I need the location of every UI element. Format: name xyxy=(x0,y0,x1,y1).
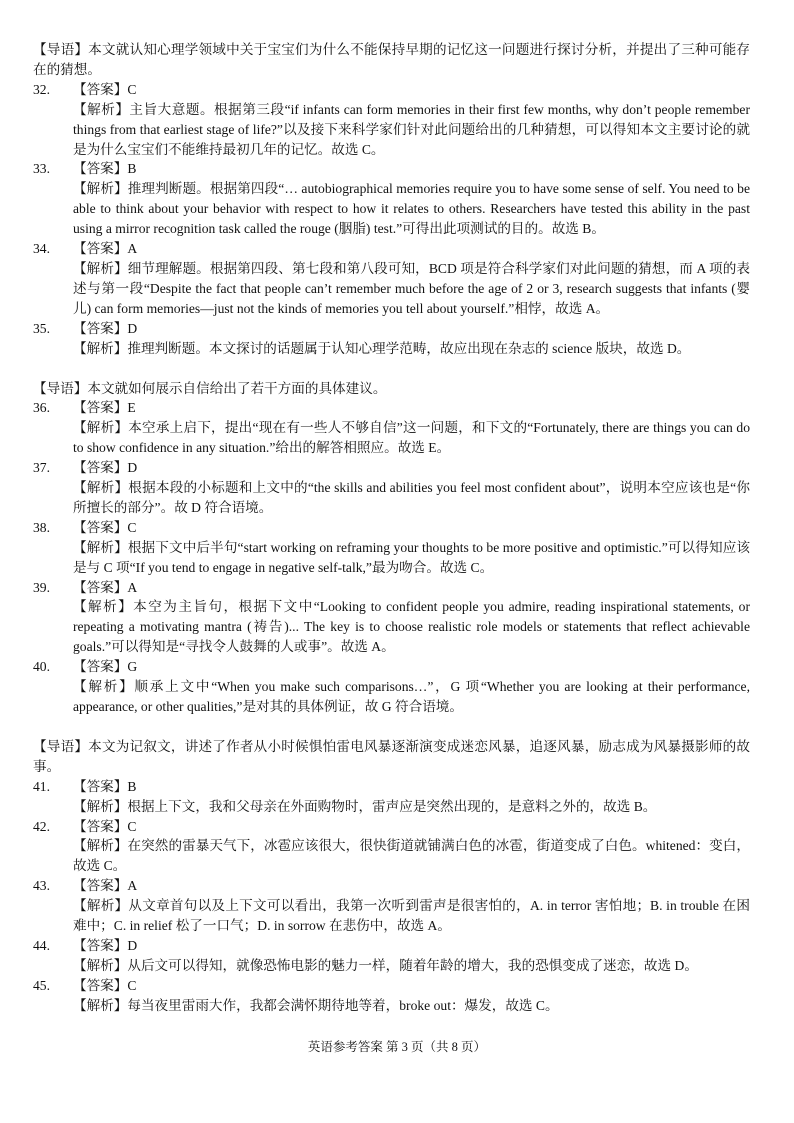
answer-label: 【答案】A xyxy=(73,579,138,595)
question-number: 35. xyxy=(33,320,50,336)
question-number: 32. xyxy=(33,81,50,97)
answer-line xyxy=(33,319,750,339)
question-number: 44. xyxy=(33,937,50,953)
answer-label: 【答案】A xyxy=(73,878,138,894)
question-item xyxy=(33,458,750,518)
answer-line xyxy=(33,458,750,478)
answer-label: 【答案】D xyxy=(73,937,138,953)
explanation: 【解析】根据下文中后半句“start working on reframing your thoughts to be more positive and optimistic.”可以得知应该是与 C 项“If you tend to engage in negative self-talk,”最为吻合。故选 C。 xyxy=(73,539,750,575)
question-number: 34. xyxy=(33,241,50,257)
question-item xyxy=(33,159,750,239)
answer-line xyxy=(33,578,750,598)
answer-line xyxy=(33,159,750,179)
answer-label: 【答案】C xyxy=(73,977,137,993)
section-guide: 【导语】本文为记叙文，讲述了作者从小时候惧怕雷电风暴逐渐演变成迷恋风暴，追逐风暴，励志成为风暴摄影师的故事。 xyxy=(33,738,750,774)
explanation: 【解析】在突然的雷暴天气下，冰雹应该很大，很快街道就铺满白色的冰雹，街道变成了白色。whitened：变白，故选 C。 xyxy=(73,838,750,874)
explanation: 【解析】顺承上文中“When you make such comparisons…”，G 项“Whether you are looking at their performance, appearance, or other qualities,”是对其的具体例证，故 G 符合语境。 xyxy=(73,679,750,714)
answer-line xyxy=(33,777,750,797)
question-number: 41. xyxy=(33,778,50,794)
question-item xyxy=(33,777,750,817)
answer-label: 【答案】D xyxy=(73,460,138,476)
answer-line xyxy=(33,239,750,259)
answer-line xyxy=(33,876,750,896)
explanation: 【解析】根据本段的小标题和上文中的“the skills and abilities you feel most confident about”，说明本空应该也是“你所擅长的部分”。故 D 符合语境。 xyxy=(73,480,750,515)
explanation: 【解析】推理判断题。根据第四段“… autobiographical memories require you to have some sense of self. You need to be able to think about your behavior with respect to how it relates to others. Researchers have tested this ability in the past using a mirror recognition task called the rouge (胭脂) test.”可得出此项测试的目的。故选 B。 xyxy=(73,181,750,237)
answer-line xyxy=(33,398,750,418)
question-item xyxy=(33,817,750,877)
explanation: 【解析】推理判断题。本文探讨的话题属于认知心理学范畴，故应出现在杂志的 science 版块，故选 D。 xyxy=(73,340,691,356)
question-number: 43. xyxy=(33,878,50,894)
answer-label: 【答案】G xyxy=(73,659,138,675)
question-number: 39. xyxy=(33,579,50,595)
question-item xyxy=(33,319,750,359)
answer-line xyxy=(33,817,750,837)
question-number: 36. xyxy=(33,400,50,416)
question-number: 37. xyxy=(33,460,50,476)
question-number: 40. xyxy=(33,659,50,675)
section-guide: 【导语】本文就认知心理学领域中关于宝宝们为什么不能保持早期的记忆这一问题进行探讨分析，并提出了三种可能存在的猜想。 xyxy=(33,42,750,77)
question-number: 33. xyxy=(33,161,50,177)
answer-section xyxy=(33,40,750,359)
answer-label: 【答案】C xyxy=(73,519,137,535)
question-number: 45. xyxy=(33,977,50,993)
answer-label: 【答案】C xyxy=(73,81,137,97)
answer-label: 【答案】B xyxy=(73,161,137,177)
question-number: 42. xyxy=(33,818,50,834)
explanation: 【解析】从后文可以得知，就像恐怖电影的魅力一样，随着年龄的增大，我的恐惧变成了迷恋，故选 D。 xyxy=(73,957,698,973)
explanation: 【解析】本空为主旨句，根据下文中“Looking to confident people you admire, reading inspirational statements, or repeating a motivating mantra (祷告)... The key is to choose realistic role models or statements that reflect achievable goals.”可以得知是“寻找令人鼓舞的人或事”。故选 A。 xyxy=(73,599,750,655)
answer-content xyxy=(33,40,750,1016)
answer-label: 【答案】C xyxy=(73,818,137,834)
question-item xyxy=(33,578,750,658)
answer-label: 【答案】D xyxy=(73,320,138,336)
question-item xyxy=(33,657,750,717)
answer-line xyxy=(33,518,750,538)
answer-line xyxy=(33,936,750,956)
question-number: 38. xyxy=(33,519,50,535)
answer-section xyxy=(33,379,750,717)
answer-label: 【答案】A xyxy=(73,241,138,257)
question-item xyxy=(33,936,750,976)
answer-section xyxy=(33,737,750,1016)
section-guide: 【导语】本文就如何展示自信给出了若干方面的具体建议。 xyxy=(33,380,387,396)
question-item xyxy=(33,976,750,1016)
explanation: 【解析】主旨大意题。根据第三段“if infants can form memories in their first few months, why don’t people remember things from that earliest stage of life?”以及接下来科学家们针对此问题给出的几种猜想，可以得知本文主要讨论的就是为什么宝宝们不能维持最初几年的记忆。故选 C。 xyxy=(73,101,750,157)
section-gap xyxy=(33,359,750,379)
answer-line xyxy=(33,657,750,677)
explanation: 【解析】本空承上启下，提出“现在有一些人不够自信”这一问题，和下文的“Fortunately, there are things you can do to show confidence in any situation.”给出的解答相照应。故选 E。 xyxy=(73,420,750,456)
explanation: 【解析】每当夜里雷雨大作，我都会满怀期待地等着，broke out：爆发，故选 C。 xyxy=(73,997,559,1013)
question-item xyxy=(33,80,750,160)
question-item xyxy=(33,239,750,319)
section-gap xyxy=(33,717,750,737)
question-item xyxy=(33,518,750,578)
question-item xyxy=(33,876,750,936)
answer-line xyxy=(33,80,750,100)
explanation: 【解析】细节理解题。根据第四段、第七段和第八段可知，BCD 项是符合科学家们对此问题的猜想，而 A 项的表述与第一段“Despite the fact that people can’t remember much before the age of 2 or 3, research suggests that infants (婴儿) can form memories—just not the kinds of memories you tell about yourself.”相悖，故选 A。 xyxy=(73,260,750,316)
answer-line xyxy=(33,976,750,996)
answer-label: 【答案】E xyxy=(73,400,136,416)
explanation: 【解析】从文章首句以及上下文可以看出，我第一次听到雷声是很害怕的，A. in terror 害怕地；B. in trouble 在困难中；C. in relief 松了一口气；D. in sorrow 在悲伤中，故选 A。 xyxy=(73,898,750,934)
answer-label: 【答案】B xyxy=(73,778,137,794)
page-footer: 英语参考答案 第 3 页（共 8 页） xyxy=(307,1040,487,1054)
question-item xyxy=(33,398,750,458)
explanation: 【解析】根据上下文，我和父母亲在外面购物时，雷声应是突然出现的，是意料之外的，故选 B。 xyxy=(73,798,657,814)
